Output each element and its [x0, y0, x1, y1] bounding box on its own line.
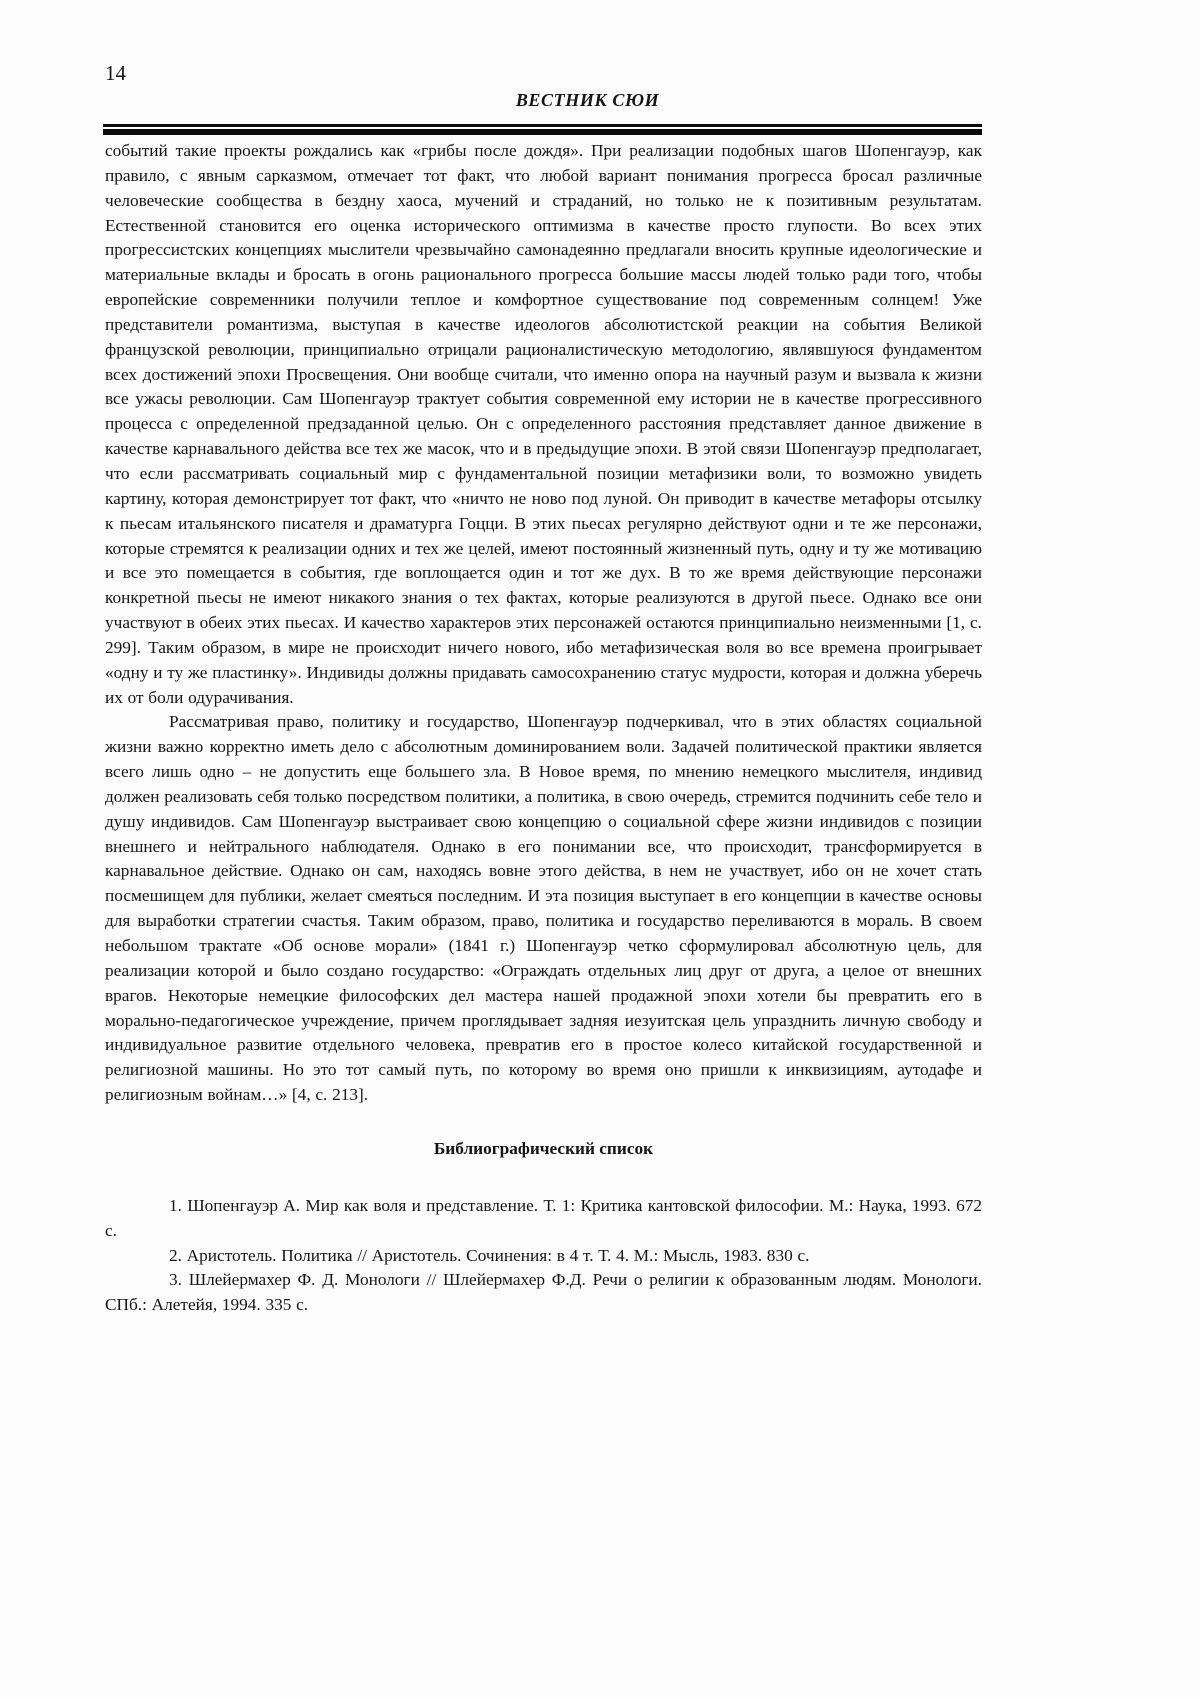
bibliography-item: 1. Шопенгауэр А. Мир как воля и представление. Т. 1: Критика кантовской философии. М.: Наука, 1993. 672 с.: [105, 1195, 982, 1240]
header-rule-thick-line: [103, 129, 982, 135]
bibliography-list: [105, 1194, 982, 1318]
article-body: [105, 139, 982, 1318]
bibliography-heading: Библиографический список: [433, 1138, 654, 1158]
body-paragraph-2: Рассматривая право, политику и государство, Шопенгауэр подчеркивал, что в этих областях социальной жизни важно корректно иметь дело с абсолютным доминированием воли. Задачей политической практики является всего лишь одно – не допустить еще большего зла. В Новое время, по мнению немецкого мыслителя, индивид должен реализовать себя только посредством политики, а политика, в свою очередь, стремится подчинить себе тело и душу индивидов. Сам Шопенгауэр выстраивает свою концепцию о социальной сфере жизни индивидов с позиции внешнего и нейтрального наблюдателя. Однако в его понимании все, что происходит, трансформируется в карнавальное действие. Однако он сам, находясь вовне этого действа, в нем не участвует, ибо он не хочет стать посмешищем для публики, желает смеяться последним. И эта позиция выступает в его концепции в качестве основы для выработки стратегии счастья. Таким образом, право, политика и государство переливаются в мораль. В своем небольшом трактате «Об основе морали» (1841 г.) Шопенгауэр четко сформулировал абсолютную цель, для реализации которой и было создано государство: «Ограждать отдельных лиц друг от друга, а целое от внешних врагов. Некоторые немецкие философских дел мастера нашей продажной эпохи хотели бы превратить его в морально-педагогическое учреждение, причем проглядывает задняя иезуитская цель упразднить личную свободу и индивидуальное развитие отдельного человека, превратив его в простое колесо китайской государственной и религиозной машины. Но это тот самый путь, по которому во время оно пришли к инквизициям, аутодафе и религиозным войнам…» [4, с. 213].: [105, 712, 982, 1105]
bibliography-item: 2. Аристотель. Политика // Аристотель. Сочинения: в 4 т. Т. 4. М.: Мысль, 1983. 830 с.: [169, 1245, 810, 1265]
journal-title: ВЕСТНИК СЮИ: [515, 90, 660, 110]
page-number: 14: [105, 61, 126, 85]
header-rule: [103, 124, 982, 135]
bibliography-item: 3. Шлейермахер Ф. Д. Монологи // Шлейермахер Ф.Д. Речи о религии к образованным людям. Монологи. СПб.: Алетейя, 1994. 335 с.: [105, 1270, 982, 1315]
body-paragraph-1: событий такие проекты рождались как «грибы после дождя». При реализации подобных шагов Шопенгауэр, как правило, с явным сарказмом, отмечает тот факт, что любой вариант понимания прогресса бросал различные человеческие сообщества в бездну хаоса, мучений и страданий, но только не к позитивным результатам. Естественной становится его оценка исторического оптимизма в качестве просто глупости. Во всех этих прогрессистских концепциях мыслители чрезвычайно самонадеянно предлагали вносить крупные идеологические и материальные вклады и бросать в огонь рационального прогресса большие массы людей только ради того, чтобы европейские современники получили теплое и комфортное существование под современным солнцем! Уже представители романтизма, выступая в качестве идеологов абсолютистской реакции на события Великой французской революции, принципиально отрицали рационалистическую методологию, являвшуюся фундаментом всех достижений эпохи Просвещения. Они вообще считали, что именно опора на научный разум и вызвала к жизни все ужасы революции. Сам Шопенгауэр трактует события современной ему истории не в качестве прогрессивного процесса с определенной предзаданной целью. Он с определенного расстояния представляет данное движение в качестве карнавального действа все тех же масок, что и в предыдущие эпохи. В этой связи Шопенгауэр предполагает, что если рассматривать социальный мир с фундаментальной позиции метафизики воли, то возможно увидеть картину, которая демонстрирует тот факт, что «ничто не ново под луной. Он приводит в качестве метафоры отсылку к пьесам итальянского писателя и драматурга Гоцци. В этих пьесах регулярно действуют одни и те же персонажи, которые стремятся к реализации одних и тех же целей, имеют постоянный жизненный путь, одну и ту же мотивацию и все это помещается в события, где воплощается один и тот же дух. В то же время действующие персонажи конкретной пьесы не имеют никакого знания о тех фактах, которые реализуются в другой пьесе. Однако все они участвуют в обеих этих пьесах. И качество характеров этих персонажей остаются принципиально неизменными [1, с. 299]. Таким образом, в мире не происходит ничего нового, ибо метафизическая воля во все времена проигрывает «одну и ту же пластинку». Индивиды должны придавать самосохранению статус мудрости, которая и должна уберечь их от боли одурачивания.: [105, 141, 982, 707]
